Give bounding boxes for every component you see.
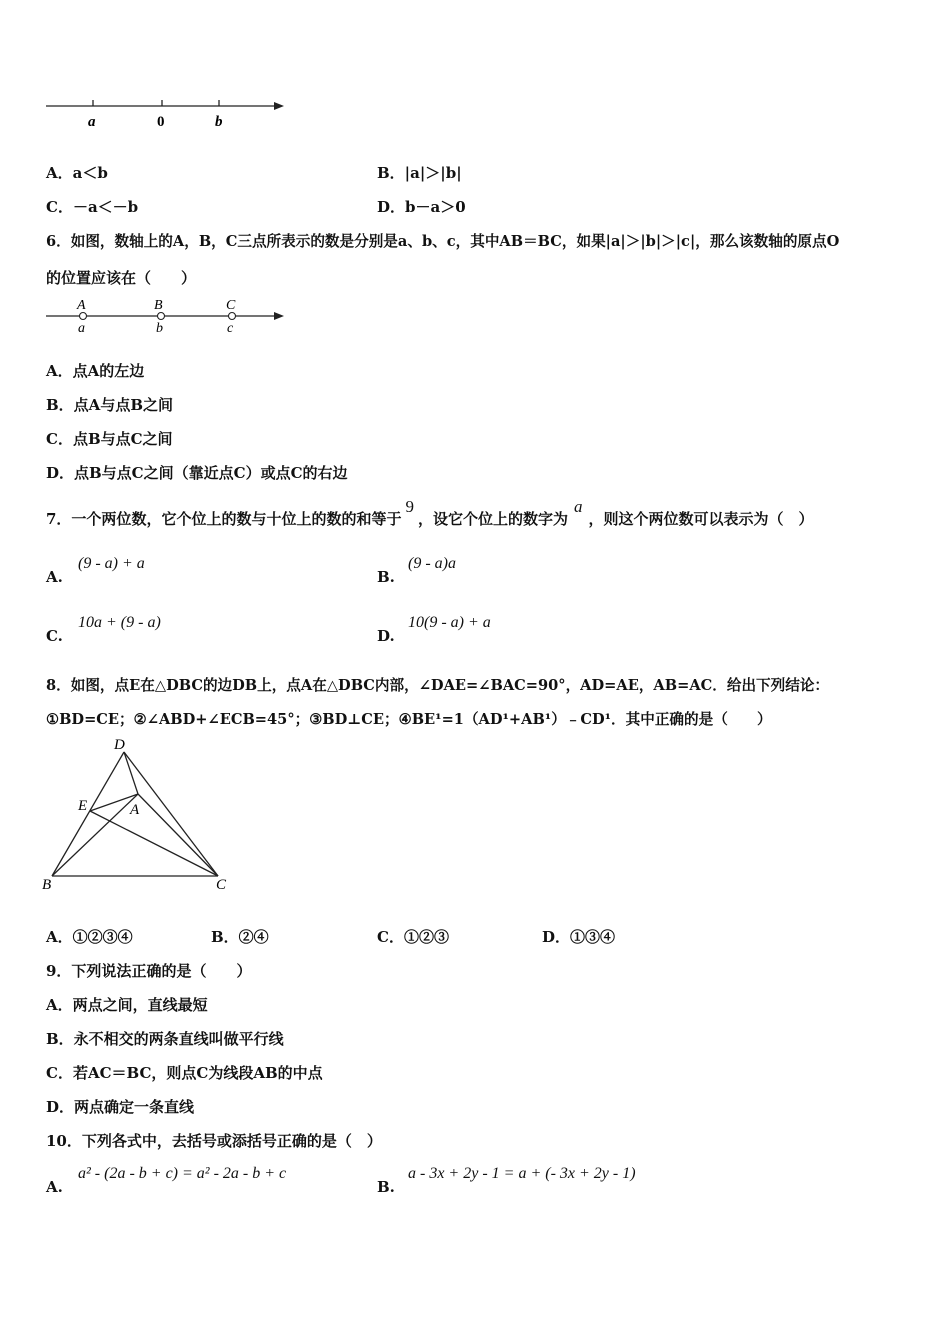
q6-option-b: B．点A与点B之间 <box>46 396 173 414</box>
label-E: E <box>78 798 88 814</box>
q6-option-d: D．点B与点C之间（靠近点C）或点C的右边 <box>46 464 348 482</box>
q8-option-d: D．①③④ <box>542 928 616 946</box>
number-line-figure-1 <box>44 96 289 132</box>
q7-option-d-expr: 10(9 - a) + a <box>408 614 491 631</box>
q10-option-a-label: A. <box>46 1178 63 1196</box>
q6-option-a: A．点A的左边 <box>46 362 145 380</box>
q6-option-c: C．点B与点C之间 <box>46 430 173 448</box>
label-C: C <box>216 877 227 893</box>
q7-stem-part1: 7．一个两位数，它个位上的数与十位上的数的和等于 <box>46 510 402 528</box>
q8-stem-line1: 8．如图，点E在△DBC的边DB上，点A在△DBC内部，∠DAE=∠BAC=90°，AD=AE，AB=AC．给出下列结论： <box>46 677 830 694</box>
q7-option-a-expr: (9 - a) + a <box>78 555 145 572</box>
q8-stem-line2: ①BD=CE；②∠ABD+∠ECB=45°；③BD⊥CE；④BE¹=1（AD¹+AB¹）﹣CD¹．其中正确的是（ ） <box>46 711 772 728</box>
label-A: A <box>130 802 140 818</box>
q9-option-a: A．两点之间，直线最短 <box>46 996 208 1014</box>
label-a: a <box>88 114 96 130</box>
q10-option-b-expr: a - 3x + 2y - 1 = a + (- 3x + 2y - 1) <box>408 1165 636 1182</box>
q5-option-d: D．b－a＞0 <box>377 198 466 216</box>
label-B: B <box>42 877 52 893</box>
label-c: c <box>227 321 234 336</box>
q7-stem <box>46 496 813 536</box>
point-a <box>80 313 87 320</box>
q7-option-d-label: D. <box>377 627 395 645</box>
q9-option-b: B．永不相交的两条直线叫做平行线 <box>46 1030 284 1048</box>
segment-AC <box>138 794 218 876</box>
segment-BA <box>52 794 138 876</box>
label-a: a <box>78 321 85 336</box>
q5-option-c: C．－a＜－b <box>46 198 139 216</box>
point-b <box>158 313 165 320</box>
q9-stem: 9．下列说法正确的是（ ） <box>46 962 252 980</box>
label-0: 0 <box>157 114 165 130</box>
segment-DB <box>52 752 124 876</box>
q9-option-c: C．若AC＝BC，则点C为线段AB的中点 <box>46 1064 323 1082</box>
q10-option-a-expr: a² - (2a - b + c) = a² - 2a - b + c <box>78 1165 287 1182</box>
number-line-figure-2 <box>44 294 289 338</box>
triangle-figure <box>40 734 240 896</box>
q7-nine: 9 <box>405 497 414 516</box>
q8-option-b: B．②④ <box>211 928 269 946</box>
q5-option-a: A．a＜b <box>46 164 108 182</box>
q7-stem-part2: ，设它个位上的数字为 <box>417 510 568 528</box>
q10-stem: 10．下列各式中，去括号或添括号正确的是（ ） <box>46 1132 382 1150</box>
segment-DA <box>124 752 138 794</box>
q6-stem-line2: 的位置应该在（ ） <box>46 269 197 287</box>
q9-option-d: D．两点确定一条直线 <box>46 1098 195 1116</box>
q7-stem-part3: ，则这个两位数可以表示为（ ） <box>588 510 814 528</box>
label-C: C <box>226 298 236 313</box>
q7-a: a <box>573 497 583 516</box>
q5-option-b: B．|a|＞|b| <box>377 164 462 182</box>
q7-option-a-label: A. <box>46 568 63 586</box>
q8-option-a: A．①②③④ <box>46 928 133 946</box>
label-D: D <box>114 737 125 753</box>
number-line-arrow <box>274 102 284 110</box>
q7-option-c-expr: 10a + (9 - a) <box>78 614 161 631</box>
label-b: b <box>215 114 223 130</box>
number-line-arrow <box>274 312 284 320</box>
q7-option-b-expr: (9 - a)a <box>408 555 456 572</box>
q7-option-c-label: C. <box>46 627 63 645</box>
label-b: b <box>156 321 163 336</box>
q6-stem-line1: 6．如图，数轴上的A，B，C三点所表示的数是分别是a、b、c，其中AB＝BC，如果|a|＞|b|＞|c|，那么该数轴的原点O <box>46 233 840 250</box>
label-A: A <box>77 298 86 313</box>
q8-option-c: C．①②③ <box>377 928 449 946</box>
label-B: B <box>154 298 163 313</box>
q10-option-b-label: B. <box>377 1178 395 1196</box>
q7-option-b-label: B. <box>377 568 395 586</box>
point-c <box>229 313 236 320</box>
